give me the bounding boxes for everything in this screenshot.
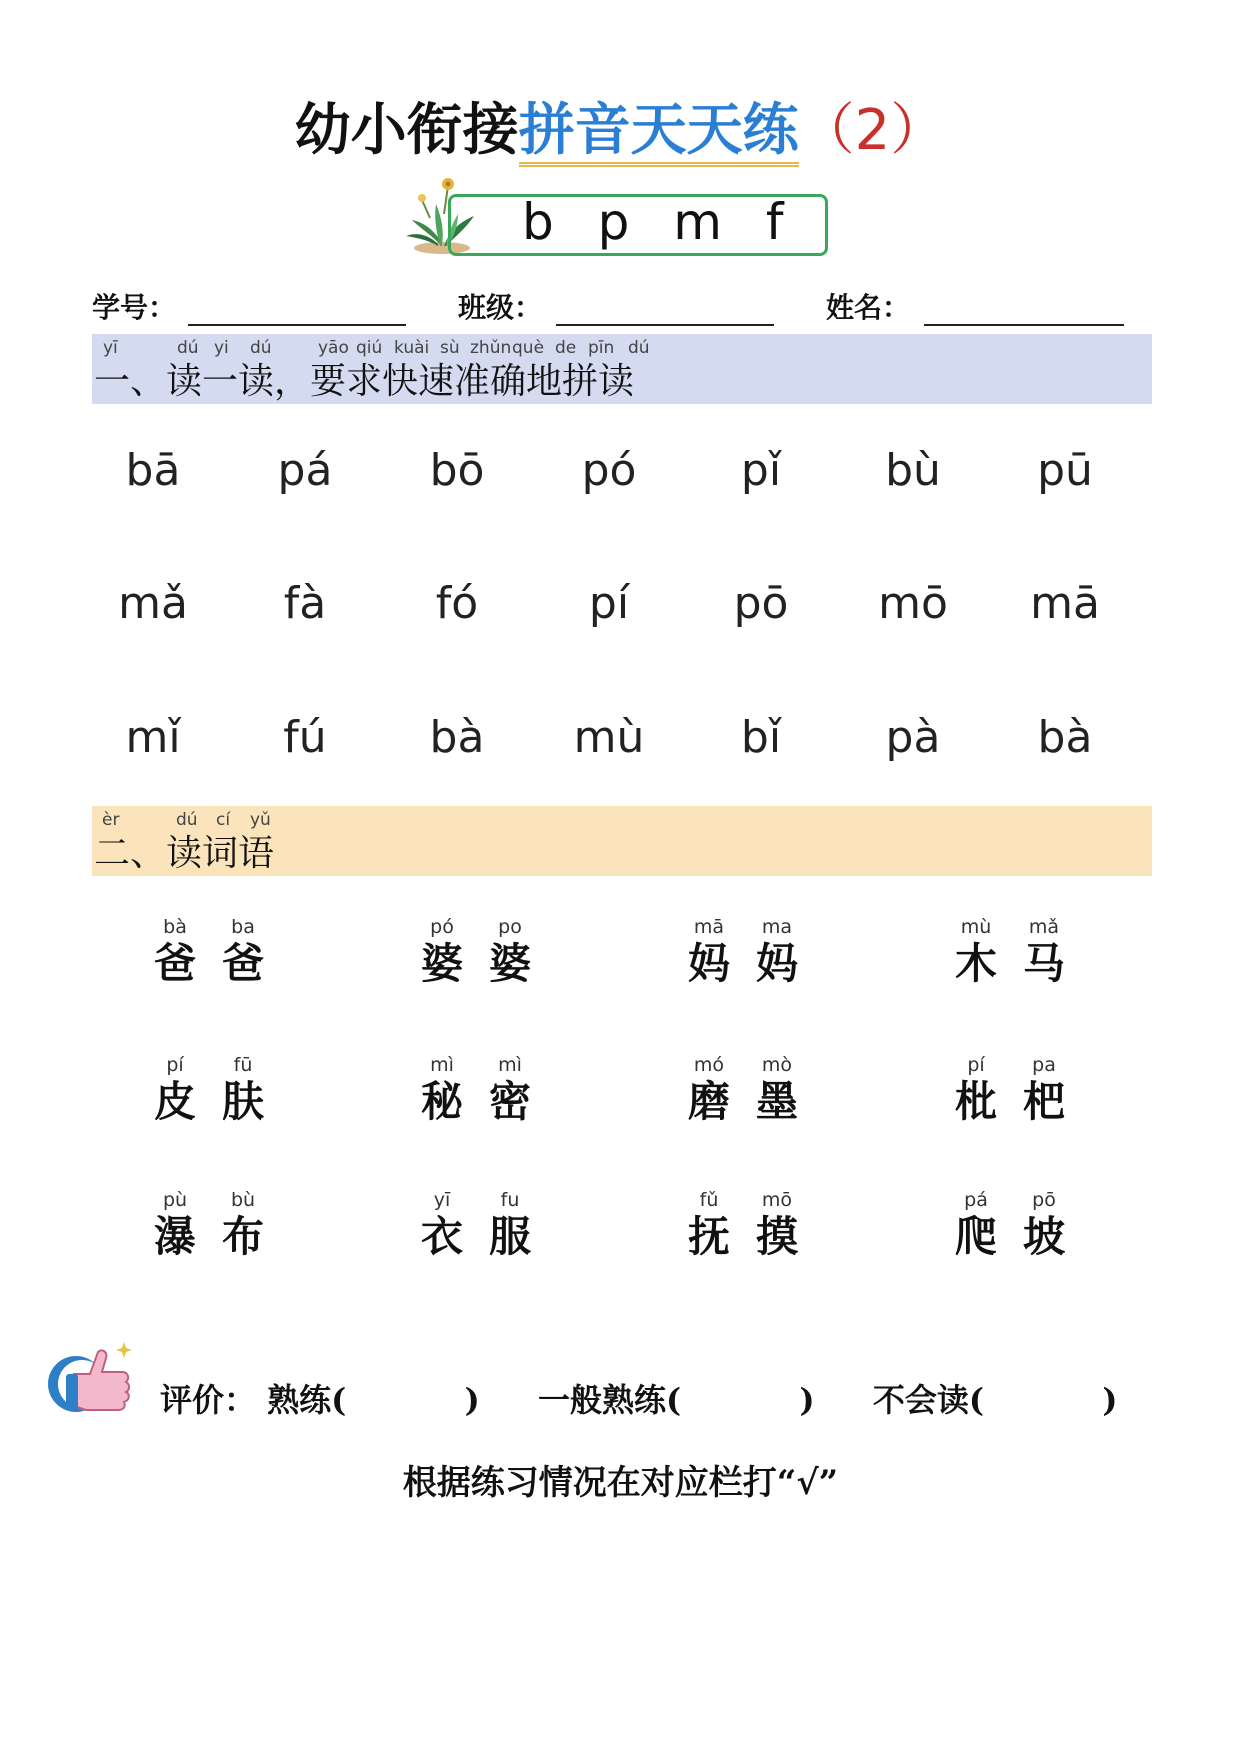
word-pinyin: fǔ [699,1189,719,1211]
word-pinyin: pa [1032,1054,1056,1076]
section-1-header [92,334,1152,404]
syllable: pō [733,578,789,629]
student-number-label: 学号： [92,291,177,324]
pinyin-annotation: dú [250,338,272,358]
pinyin-annotation: yāo [318,338,349,358]
section-2-title: 二、读词语 [94,833,275,874]
word-character: 枇 [954,1077,997,1126]
pinyin-annotation: dú [176,810,198,830]
pinyin-annotation: pīn [588,338,615,358]
word-pinyin: po [498,916,522,938]
word-pinyin: fu [500,1189,520,1211]
word-pinyin: pí [166,1054,184,1076]
syllable: bā [125,445,181,496]
word-item [674,1189,844,1263]
word-pinyin: ba [231,916,255,938]
syllable: bǐ [740,712,782,763]
word-pinyin: mǎ [1028,916,1060,938]
word-character: 坡 [1022,1212,1065,1261]
syllable: mā [1030,578,1100,629]
syllable: mǐ [125,712,181,763]
word-pinyin: mù [960,916,992,938]
syllable: fú [283,712,327,763]
word-item [407,916,577,990]
word-item [140,1054,310,1128]
syllable: bà [1037,712,1093,763]
word-pinyin: mā [693,916,725,938]
class-field[interactable] [556,324,774,326]
syllable: fà [283,578,327,629]
name-field[interactable] [924,324,1124,326]
class-label: 班级： [458,291,543,324]
option-fluent: 熟练( [267,1381,347,1419]
word-item [941,1054,1111,1128]
word-character: 抚 [687,1212,730,1261]
syllable: pí [588,578,630,629]
student-number-field[interactable] [188,324,406,326]
syllable: bō [429,445,485,496]
word-pinyin: pō [1032,1189,1056,1211]
word-pinyin: ma [761,916,793,938]
syllable: pá [277,445,333,496]
pinyin-annotation: sù [440,338,460,358]
word-character: 肤 [221,1077,264,1126]
word-pinyin: mó [693,1054,725,1076]
title-part-1: 幼小衔接 [294,97,519,163]
syllable: pǐ [740,445,782,496]
word-character: 杷 [1022,1077,1065,1126]
word-character: 皮 [153,1077,196,1126]
syllable: pū [1037,445,1093,496]
word-pinyin: bù [230,1189,256,1211]
word-character: 爸 [221,939,264,988]
title-part-2: 拼音天天练 [519,98,799,167]
word-item [941,1189,1111,1263]
syllable: mǎ [118,578,188,629]
letters-heading: b p m f [522,193,798,251]
word-item [407,1054,577,1128]
word-character: 密 [488,1077,531,1126]
pinyin-annotation: yi [214,338,229,358]
evaluation-row [160,1378,1117,1422]
word-character: 婆 [488,939,531,988]
option-cannot-read: 不会读( [872,1381,985,1419]
syllable: pà [885,712,941,763]
page-title [0,92,1241,169]
syllable: pó [581,445,637,496]
word-item [407,1189,577,1263]
word-character: 妈 [687,939,730,988]
word-pinyin: pó [430,916,454,938]
word-character: 磨 [687,1077,730,1126]
pinyin-annotation: dú [177,338,199,358]
word-pinyin: mò [761,1054,793,1076]
word-pinyin: pù [162,1189,188,1211]
syllable: fó [435,578,479,629]
word-pinyin: mì [430,1054,454,1076]
word-pinyin: mì [498,1054,522,1076]
pinyin-annotation: què [512,338,545,358]
word-character: 墨 [755,1077,798,1126]
word-character: 爬 [954,1212,997,1261]
pinyin-annotation: èr [102,810,120,830]
word-item [140,1189,310,1263]
word-character: 秘 [420,1077,463,1126]
section-2-header [92,806,1152,876]
section-1-title: 一、读一读，要求快速准确地拼读 [94,361,635,402]
pinyin-annotation: kuài [394,338,430,358]
word-pinyin: bà [163,916,187,938]
option-cannot-read-close: ) [1102,1381,1118,1419]
word-character: 妈 [755,939,798,988]
option-average: 一般熟练( [538,1381,682,1419]
word-character: 布 [221,1212,264,1261]
pinyin-annotation: de [555,338,577,358]
word-pinyin: pá [964,1189,988,1211]
pinyin-annotation: yǔ [250,810,271,830]
option-average-close: ) [799,1381,815,1419]
word-pinyin: fū [233,1054,253,1076]
word-character: 瀑 [153,1212,196,1261]
word-pinyin: pí [967,1054,985,1076]
word-character: 衣 [420,1212,463,1261]
syllable: mō [878,578,948,629]
word-character: 木 [954,939,997,988]
pinyin-annotation: zhǔn [470,338,512,358]
pinyin-annotation: yī [103,338,118,358]
instruction-note: 根据练习情况在对应栏打“√” [402,1463,839,1503]
word-item [674,1054,844,1128]
word-character: 摸 [755,1212,798,1261]
pinyin-annotation: qiú [356,338,383,358]
word-item [674,916,844,990]
pinyin-annotation: dú [628,338,650,358]
syllable: bà [429,712,485,763]
syllable: mù [573,712,645,763]
pinyin-annotation: cí [216,810,231,830]
word-pinyin: yī [433,1189,451,1211]
title-part-3: （2） [798,98,947,163]
word-character: 服 [488,1212,531,1261]
word-pinyin: mō [761,1189,793,1211]
name-label: 姓名： [826,291,911,324]
word-character: 婆 [420,939,463,988]
evaluation-label: 评价： [160,1381,257,1419]
word-character: 马 [1022,939,1065,988]
word-item [941,916,1111,990]
option-fluent-close: ) [464,1381,480,1419]
word-item [140,916,310,990]
thumbs-up-icon [46,1338,136,1418]
syllable: bù [885,445,941,496]
word-character: 爸 [153,939,196,988]
